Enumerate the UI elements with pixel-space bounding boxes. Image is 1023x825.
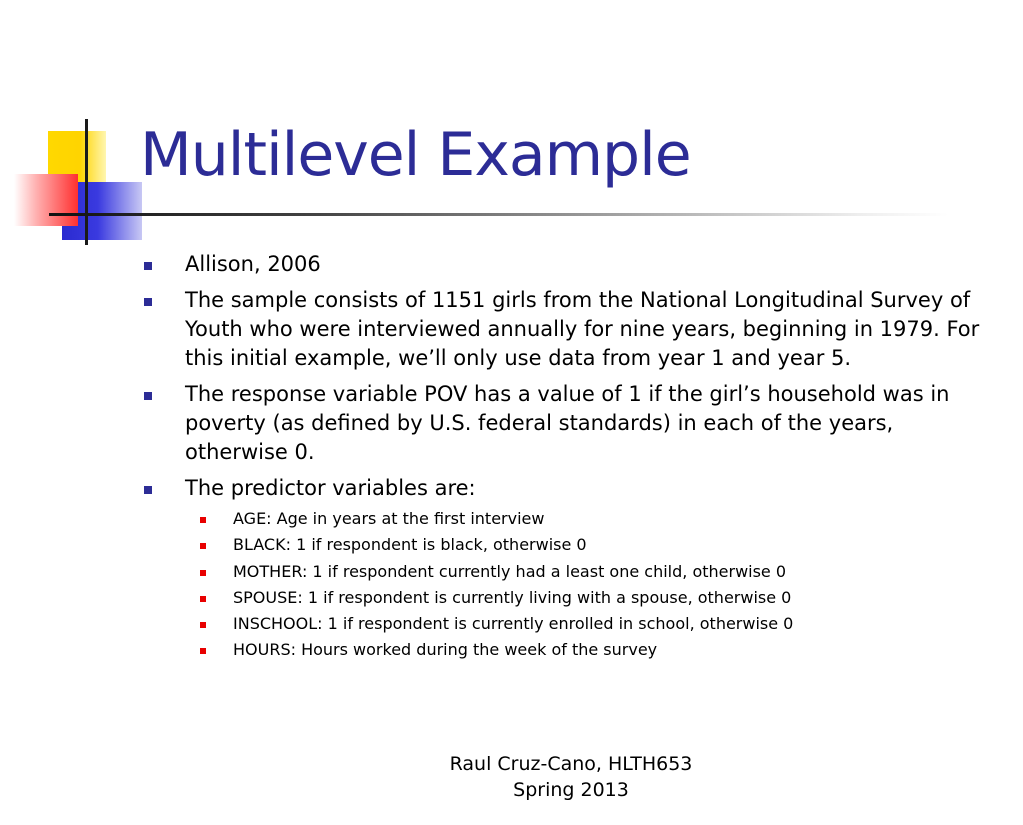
bullet-item [140,380,1000,467]
red-square-bullet-icon [200,570,206,576]
sub-bullet-text: HOURS: Hours worked during the week of the survey [233,640,658,660]
red-square-bullet-icon [200,543,206,549]
square-bullet-icon [144,298,152,306]
slide-title: Multilevel Example [140,120,691,190]
red-square-bullet-icon [200,596,206,602]
bullet-item [140,474,1000,664]
bullet-text: The predictor variables are: [185,476,476,500]
bullet-text: The sample consists of 1151 girls from the National Longitudinal Survey of Youth who were interviewed annually for nine years, beginning in 1979. For this initial example, we’ll only use data from year 1 and year 5. [185,288,980,370]
sub-bullet-item [185,611,1000,637]
logo-red-square [14,174,78,226]
bullet-item [140,250,1000,279]
bullet-list [140,250,1000,664]
square-bullet-icon [144,486,152,494]
sub-bullet-text: BLACK: 1 if respondent is black, otherwise 0 [233,535,587,555]
red-square-bullet-icon [200,648,206,654]
red-square-bullet-icon [200,622,206,628]
sub-bullet-item [185,559,1000,585]
title-underline-divider [49,213,949,216]
sub-bullet-list [185,506,1000,664]
red-square-bullet-icon [200,517,206,523]
square-bullet-icon [144,392,152,400]
sub-bullet-text: SPOUSE: 1 if respondent is currently living with a spouse, otherwise 0 [233,587,792,607]
slide-logo [0,0,160,260]
sub-bullet-text: MOTHER: 1 if respondent currently had a least one child, otherwise 0 [233,561,787,581]
footer-term: Spring 2013 [513,779,629,801]
sub-bullet-text: INSCHOOL: 1 if respondent is currently enrolled in school, otherwise 0 [233,614,794,634]
square-bullet-icon [144,262,152,270]
slide-content [140,250,1000,671]
bullet-text: Allison, 2006 [185,252,321,276]
bullet-item [140,286,1000,373]
sub-bullet-item [185,585,1000,611]
sub-bullet-item [185,506,1000,532]
footer-author: Raul Cruz-Cano, HLTH653 [449,753,693,775]
sub-bullet-item [185,637,1000,663]
sub-bullet-item [185,532,1000,558]
sub-bullet-text: AGE: Age in years at the first interview [233,509,545,528]
logo-vertical-line [85,119,88,245]
bullet-text: The response variable POV has a value of 1 if the girl’s household was in poverty (as defined by U.S. federal standards) in each of the years, otherwise 0. [185,382,950,464]
slide-footer [420,751,722,803]
